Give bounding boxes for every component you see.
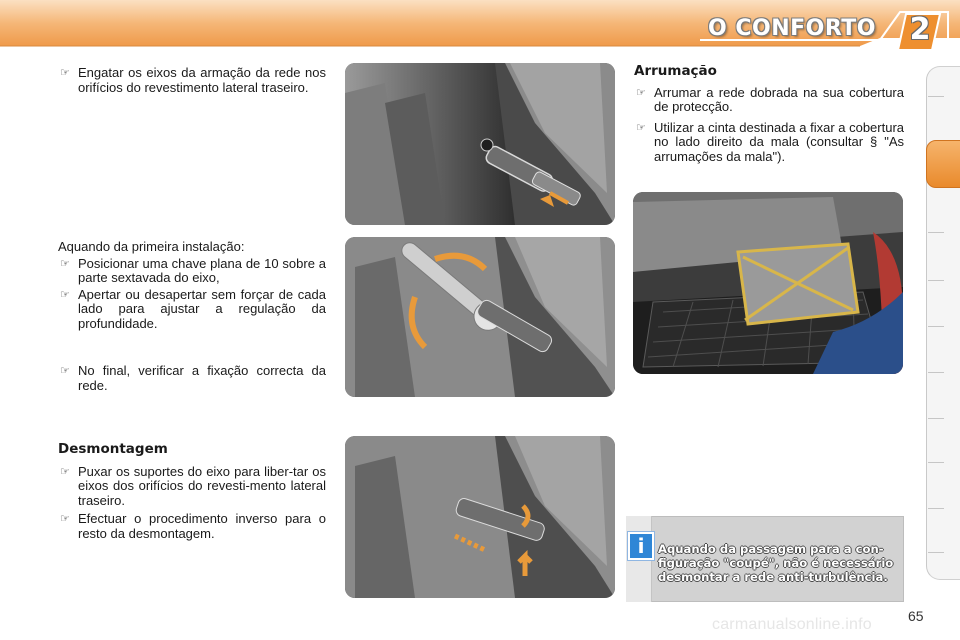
first-install-section [58,240,326,331]
tab-divider [928,280,944,281]
intro-text: Aquando da primeira instalação: [58,239,245,254]
bullet-text: Efectuar o procedimento inverso para o resto da desmontagem. [78,511,326,541]
bullet-item [58,465,326,509]
watermark: carmanualsonline.info [712,616,872,633]
info-note-text: Aquando da passagem para a con-figuração "coupé", não é necessário desmontar a rede anti-turbulência. [658,542,894,584]
tab-divider [928,508,944,509]
bullet-item [58,257,326,286]
bullet-text: Apertar ou desapertar sem forçar de cada lado para ajustar a regulação da profundidade. [78,286,326,331]
bullet-text: Utilizar a cinta destinada a fixar a cobertura no lado direito da mala (consultar § "As arrumações da mala"). [654,119,905,164]
pointing-hand-icon: ☞ [60,513,70,525]
tab-divider [928,372,944,373]
step-engage-section [58,66,326,95]
bullet-text: Engatar os eixos da armação da rede nos orifícios do revestimento lateral traseiro. [78,65,326,95]
pointing-hand-icon: ☞ [60,465,70,478]
tab-divider [928,552,944,553]
illustration-engage-axles [345,63,615,225]
verify-section [58,364,326,393]
bullet-item [58,364,326,393]
tab-divider [928,418,944,419]
bullet-text: Puxar os suportes do eixo para liber-tar os eixos dos orifícios do revesti-mento lateral traseiro. [78,463,326,508]
tab-divider [928,462,944,463]
tab-divider [928,232,944,233]
bullet-item [634,121,904,165]
removal-section [58,442,326,541]
pointing-hand-icon: ☞ [636,121,646,134]
pointing-hand-icon: ☞ [636,86,646,99]
section-heading: Arrumação [634,63,717,79]
bullet-text: No final, verificar a fixação correcta da rede. [78,363,326,393]
page-number: 65 [908,608,924,624]
chapter-tab-active[interactable] [926,140,960,188]
bullet-item [634,86,904,115]
illustration-trunk-storage [633,192,903,374]
section-heading: Desmontagem [58,441,168,457]
illustration-remove-axles [345,436,615,598]
storage-section [634,64,904,164]
chapter-title: O CONFORTO [708,16,877,41]
pointing-hand-icon: ☞ [60,288,70,301]
bullet-text: Posicionar uma chave plana de 10 sobre a parte sextavada do eixo, [78,255,326,285]
bullet-item [58,512,326,541]
pointing-hand-icon: ☞ [60,67,70,79]
info-icon: i [628,532,654,560]
illustration-adjust-wrench [345,237,615,397]
tab-divider [928,326,944,327]
chapter-number: 2 [909,12,931,47]
bullet-item [58,288,326,332]
pointing-hand-icon: ☞ [60,365,70,377]
bullet-item [58,66,326,95]
bullet-text: Arrumar a rede dobrada na sua cobertura de protecção. [654,84,904,114]
pointing-hand-icon: ☞ [60,257,70,270]
tab-divider [928,96,944,97]
